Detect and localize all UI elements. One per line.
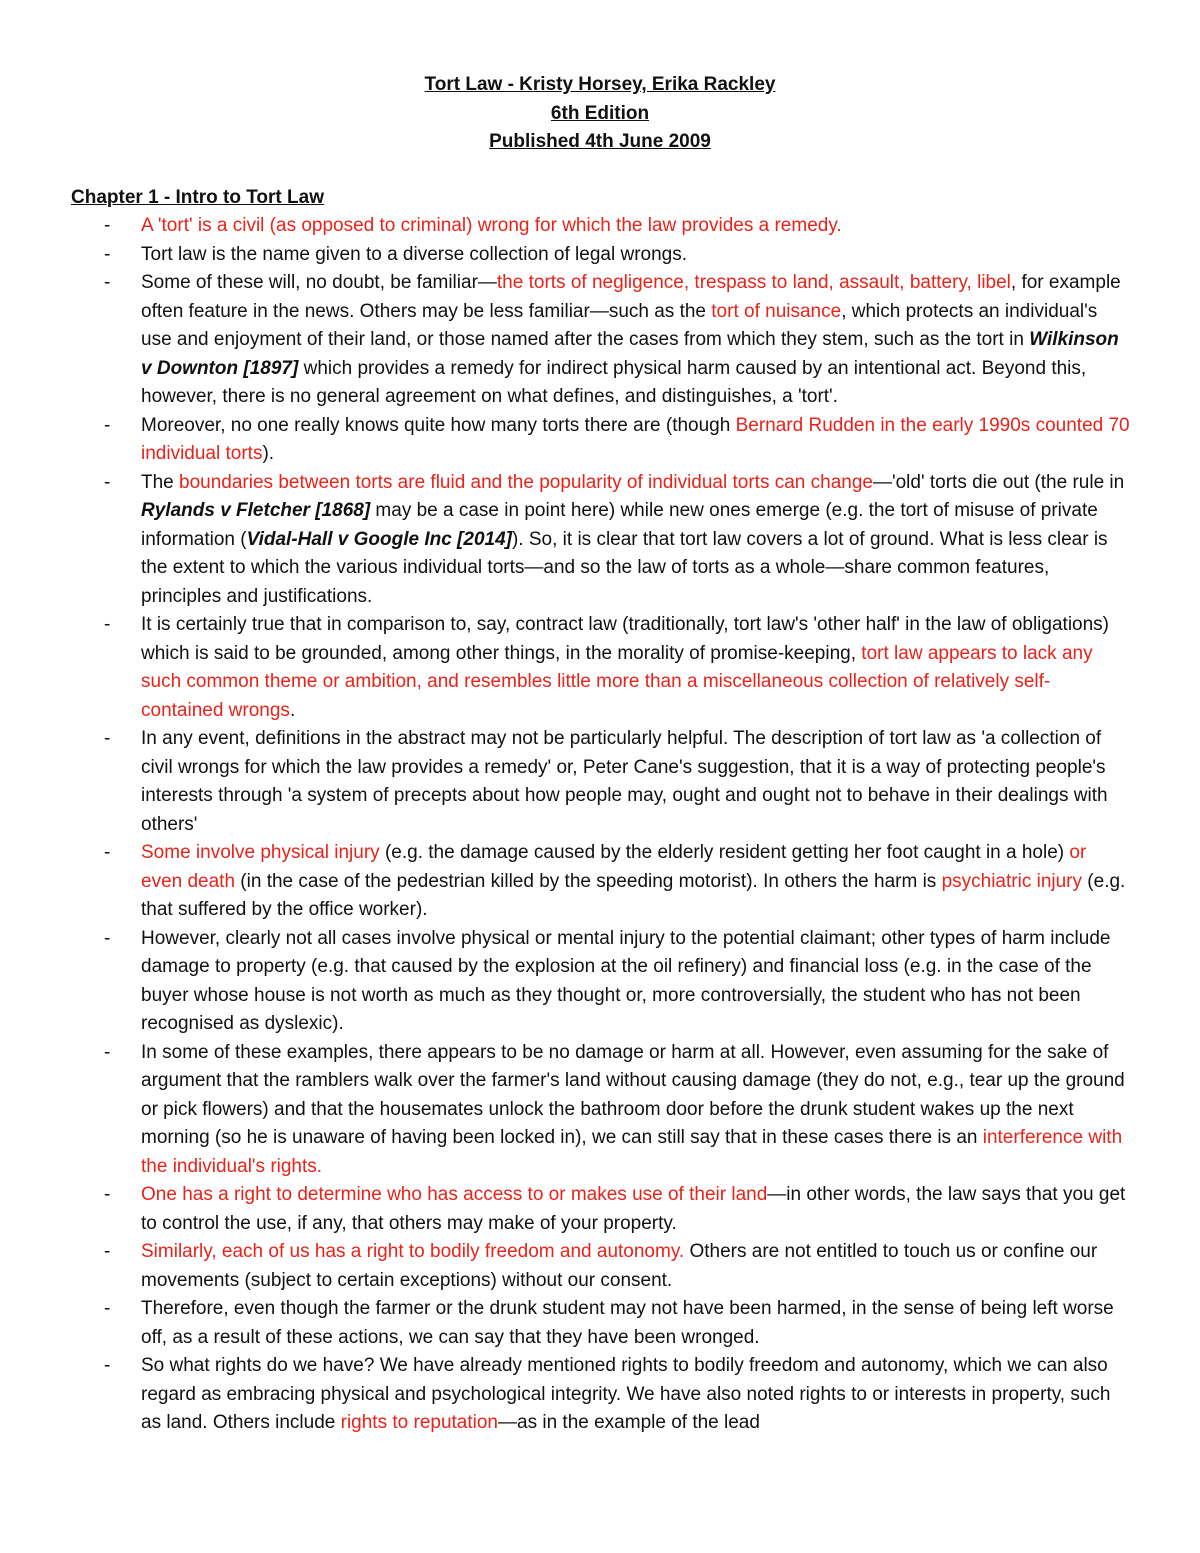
bullet-dash: - <box>104 728 111 749</box>
body-text: —in other words, the law says that you get to control the use, if any, that others may make of your property. <box>141 1184 1126 1234</box>
bullet-item <box>0 1238 1131 1295</box>
highlighted-text: psychiatric injury <box>941 870 1083 892</box>
bullet-dash: - <box>104 471 111 493</box>
bullet-dash: - <box>104 272 111 293</box>
bullet-item <box>0 839 1131 925</box>
bullet-item <box>0 1181 1131 1238</box>
highlighted-text: or even death <box>141 842 1087 892</box>
bullet-dash: - <box>104 927 111 949</box>
highlighted-text: tort law appears to lack any such common theme or ambition, and resembles little more than a miscellaneous collection of relatively self-contained wrongs <box>141 642 1093 721</box>
bullet-item <box>0 611 1131 725</box>
highlighted-text: boundaries between torts are fluid and the popularity of individual torts can change <box>179 471 873 493</box>
body-text: ). <box>262 443 275 464</box>
bullet-dash: - <box>104 842 111 863</box>
body-text: Some of these will, no doubt, be familiar— <box>141 272 497 293</box>
body-text: which provides a remedy for indirect physical harm caused by an intentional act. Beyond this, however, there is no general agreement on what defines, and distinguishes, a 'tort'. <box>141 357 1087 407</box>
bullet-dash: - <box>104 215 111 236</box>
body-text: (e.g. the damage caused by the elderly resident getting her foot caught in a hole) <box>379 842 1070 863</box>
highlighted-text: A 'tort' is a civil (as opposed to criminal) wrong for which the law provides a remedy. <box>141 215 842 236</box>
highlighted-text: Bernard Rudden in the early 1990s counted 70 individual torts <box>141 414 1130 464</box>
highlighted-text: Some involve physical injury <box>141 842 380 863</box>
body-text: However, clearly not all cases involve physical or mental injury to the potential claimant; other types of harm include damage to property (e.g. that caused by the explosion at the oil refinery) and financial loss (e.g. in the case of the buyer whose house is not worth as much as they thought or, more controversially, the student who has not been recognised as dyslexic). <box>141 927 1111 1034</box>
body-text: Tort law is the name given to a diverse collection of legal wrongs. <box>141 243 687 265</box>
bullet-dash: - <box>104 243 111 265</box>
bullet-dash: - <box>104 1355 111 1376</box>
bullet-dash: - <box>104 1041 111 1063</box>
bullet-dash: - <box>104 1298 111 1319</box>
body-text: (in the case of the pedestrian killed by the speeding motorist). In others the harm is <box>235 870 942 892</box>
bullet-dash: - <box>104 1241 111 1262</box>
highlighted-text: the torts of negligence, trespass to land, assault, battery, libel <box>496 272 1011 293</box>
case-citation: Vidal-Hall v Google Inc [2014] <box>246 528 512 550</box>
bullet-item <box>0 269 1131 412</box>
publication-date: Published 4th June 2009 <box>489 131 711 153</box>
highlighted-text: Similarly, each of us has a right to bodily freedom and autonomy. <box>141 1241 685 1262</box>
body-text: The <box>141 471 180 493</box>
document-header <box>0 71 1200 157</box>
body-text: —as in the example of the lead <box>498 1412 760 1433</box>
body-text: So what rights do we have? We have already mentioned rights to bodily freedom and autonomy, which we can also regard as embracing physical and psychological integrity. We have also noted rights to or interests in property, such as land. Others include <box>141 1355 1111 1433</box>
body-text: Others are not entitled to touch us or confine our movements (subject to certain exceptions) without our consent. <box>141 1241 1098 1291</box>
body-text: —'old' torts die out (the rule in <box>872 471 1125 493</box>
highlighted-text: rights to reputation <box>340 1412 498 1433</box>
body-text: In some of these examples, there appears to be no damage or harm at all. However, even assuming for the sake of argument that the ramblers walk over the farmer's land without causing damage (they do not, e.g., tear up the ground or pick flowers) and that the housemates unlock the bathroom door before the drunk student wakes up the next morning (so he is unaware of having been locked in), we can still say that in these cases there is an <box>141 1041 1125 1148</box>
bullet-item <box>0 725 1131 839</box>
body-text: (e.g. that suffered by the office worker). <box>141 870 1126 920</box>
bullet-item <box>0 469 1131 612</box>
bullet-dash: - <box>104 614 111 635</box>
bullet-dash: - <box>104 1184 111 1205</box>
bullet-item <box>0 1039 1131 1182</box>
highlighted-text: One has a right to determine who has access to or makes use of their land <box>141 1184 768 1205</box>
case-citation: Wilkinson v Downton [1897] <box>141 329 1119 379</box>
body-text: Therefore, even though the farmer or the drunk student may not have been harmed, in the sense of being left worse off, as a result of these actions, we can say that they have been wronged. <box>141 1298 1114 1348</box>
bullet-dash: - <box>104 414 111 436</box>
highlighted-text: tort of nuisance <box>711 300 842 322</box>
body-text: . <box>289 699 296 721</box>
body-text: Moreover, no one really knows quite how many torts there are (though <box>141 414 736 436</box>
body-text: It is certainly true that in comparison to, say, contract law (traditionally, tort law's 'other half' in the law of obligations) which is said to be grounded, among other things, in the morality of promise-keeping, <box>141 614 1109 664</box>
bullet-item <box>0 1295 1131 1352</box>
bullet-item <box>0 212 1131 241</box>
body-text: In any event, definitions in the abstract may not be particularly helpful. The description of tort law as 'a collection of civil wrongs for which the law provides a remedy' or, Peter Cane's suggestion, that it is a way of protecting people's interests through 'a system of precepts about how people may, ought and ought not to behave in their dealings with others' <box>141 728 1108 835</box>
body-text: may be a case in point here) while new ones emerge (e.g. the tort of misuse of private information ( <box>141 500 1098 550</box>
body-text: , for example often feature in the news. Others may be less familiar—such as the <box>141 272 1121 322</box>
chapter-heading: Chapter 1 - Intro to Tort Law <box>71 187 324 208</box>
body-text: , which protects an individual's use and enjoyment of their land, or those named after the cases from which they stem, such as the tort in <box>141 300 1098 350</box>
bullet-item <box>0 1352 1131 1438</box>
bullet-item <box>0 925 1131 1039</box>
case-citation: Rylands v Fletcher [1868] <box>141 500 371 521</box>
book-title: Tort Law - Kristy Horsey, Erika Rackley <box>424 74 776 95</box>
body-text: ). So, it is clear that tort law covers a lot of ground. What is less clear is the extent to which the various individual torts—and so the law of torts as a whole—share common features, principles and justifications. <box>141 528 1108 607</box>
notes-bullet-list <box>0 212 1200 1438</box>
highlighted-text: interference with the individual's rights. <box>141 1127 1123 1177</box>
book-edition: 6th Edition <box>550 102 650 124</box>
bullet-item <box>0 241 1131 270</box>
bullet-item <box>0 412 1131 469</box>
